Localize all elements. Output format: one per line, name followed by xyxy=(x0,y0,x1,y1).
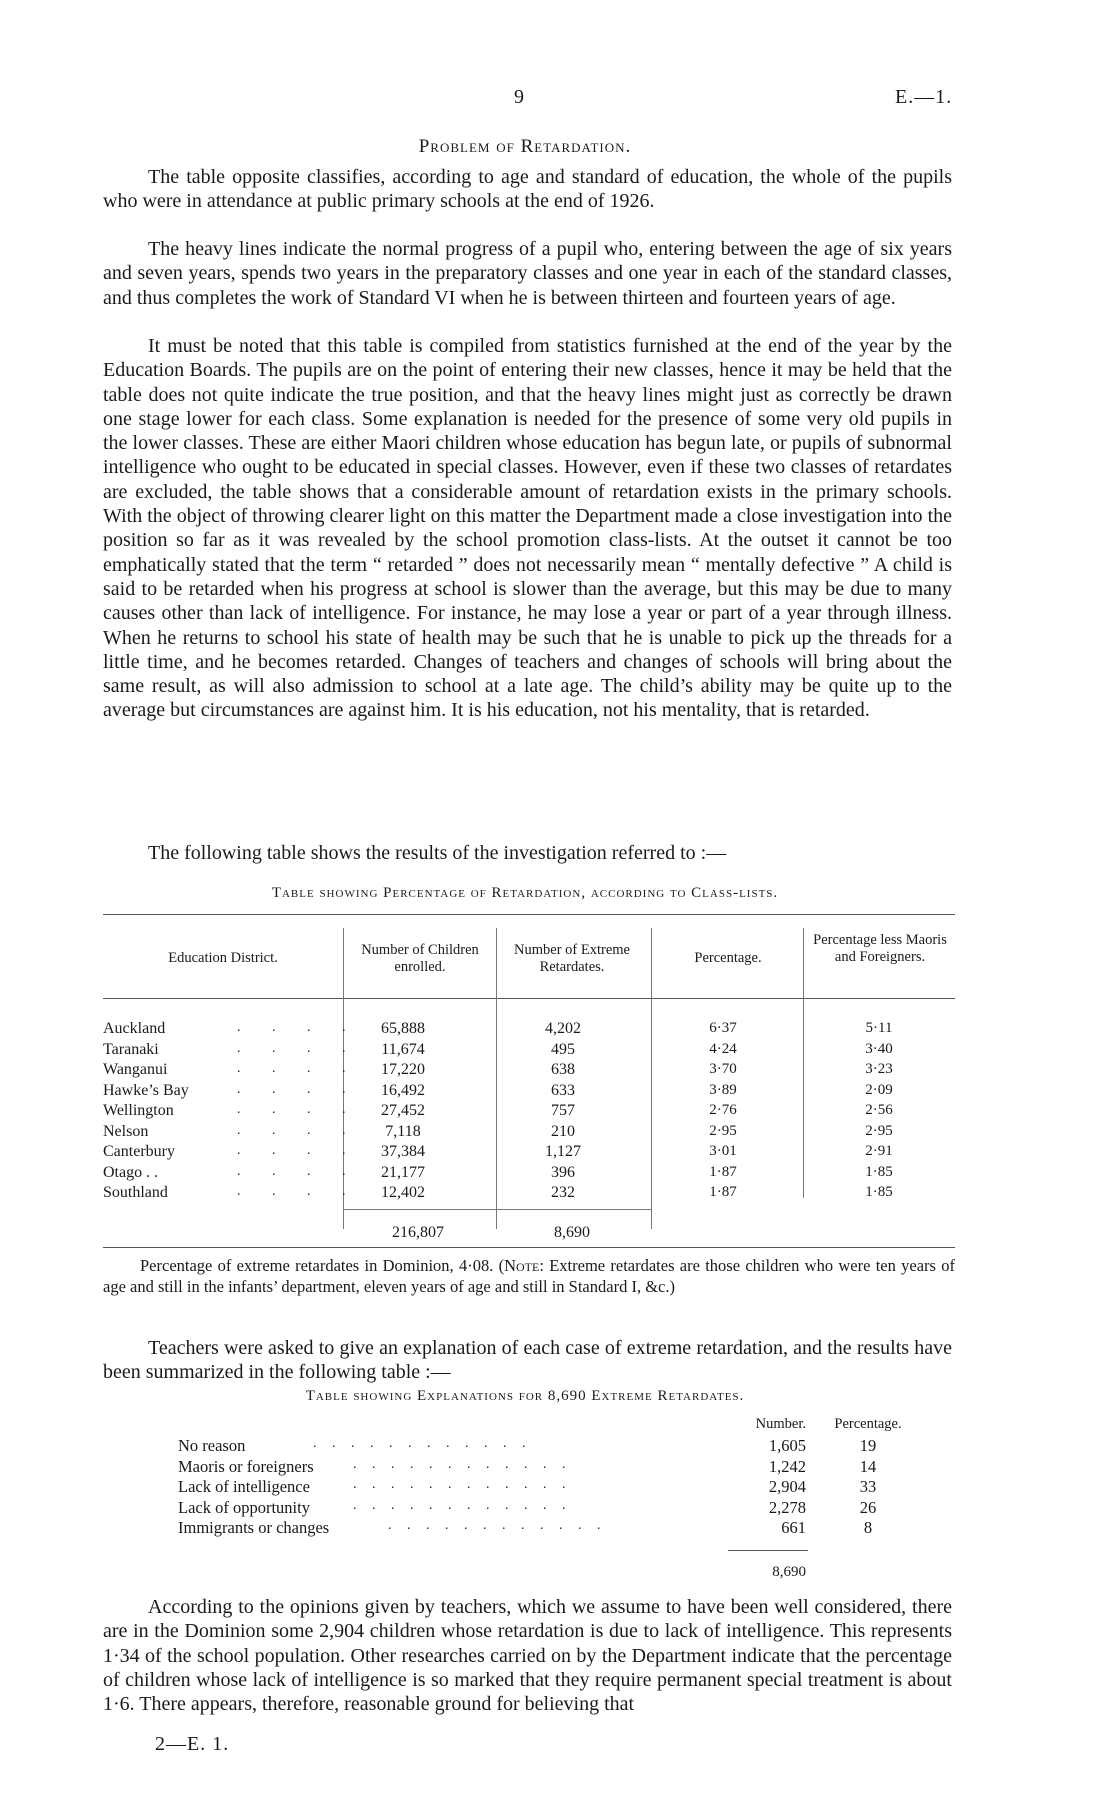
table-row: Otago . . . . . . 21,177 396 1·87 1·85 xyxy=(103,1163,893,1181)
page-footer: 2—E. 1. xyxy=(155,1733,230,1755)
table1-top-rule xyxy=(103,914,955,915)
paragraph-intro-table2: Teachers were asked to give an explanation of each case of extreme retardation, and the results have been summarized in the following table :— xyxy=(103,1337,952,1384)
table-row: Taranaki . . . . 11,674 495 4·24 3·40 xyxy=(103,1040,893,1058)
paragraph-1: The table opposite classifies, according to age and standard of education, the whole of the pupils who were in attendance at public primary schools at the end of 1926. xyxy=(103,166,952,213)
table1-bottom-rule xyxy=(103,1247,955,1248)
page-number: 9 xyxy=(514,86,524,108)
col-header-enrolled: Number of Children enrolled. xyxy=(361,942,479,975)
note-label: Note xyxy=(504,1256,540,1275)
table-row: Hawke’s Bay . . . . 16,492 633 3·89 2·09 xyxy=(103,1081,893,1099)
table-row: Lack of opportunity . . . . . . . . . . . . 2,278 26 xyxy=(178,1497,877,1517)
col-header-percentage-less: Percentage less Maoris and Foreigners. xyxy=(813,932,947,965)
table-row: Maoris or foreigners . . . . . . . . . . . . 1,242 14 xyxy=(178,1456,877,1476)
table-row: Auckland . . . . 65,888 4,202 6·37 5·11 xyxy=(103,1020,893,1037)
col-header-district: Education District. xyxy=(168,950,278,966)
table-row: Southland . . . . 12,402 232 1·87 1·85 xyxy=(103,1184,893,1201)
total-enrolled: 216,807 xyxy=(392,1224,444,1241)
retardation-table xyxy=(103,914,955,1248)
table-row: Wellington . . . . 27,452 757 2·76 2·56 xyxy=(103,1102,893,1119)
paragraph-3: It must be noted that this table is compiled from statistics furnished at the end of the year by the Education Boards. The pupils are on the point of entering their new classes, hence it may be held that the table does not quite indicate the true position, and that the heavy lines might just as correctly be drawn one stage lower for each class. Some explanation is needed for the presence of some very old pupils in the lower classes. These are either Maori children whose education has begun late, or pupils of subnormal intelligence who ought to be educated in special classes. However, even if these two classes of retardates are excluded, the table shows that a considerable amount of retardation exists in the primary schools. With the object of throwing clearer light on this matter the Department made a close investigation into the position so far as it was revealed by the school promotion class-lists. At the outset it cannot be too emphatically stated that the term “ retarded ” does not necessarily mean “ mentally defective ” A child is said to be retarded when his progress at school is slower than the average, but this may be due to many causes other than lack of intelligence. For instance, he may lose a year or part of a year through illness. When he returns to school his state of health may be such that he is unable to pick up the threads for a little time, and he becomes retarded. Changes of teachers and changes of schools will bring about the same result, as will also admission to school at a late age. The child’s ability may be quite up to the average but circumstances are against him. It is his education, not his mentality, that is retarded. xyxy=(103,335,952,722)
table-row: Immigrants or changes . . . . . . . . . . . . 661 8 xyxy=(178,1518,873,1537)
paragraph-4: The following table shows the results of the investigation referred to :— xyxy=(148,842,727,864)
table-row: Lack of intelligence . . . . . . . . . . . . 2,904 33 xyxy=(178,1477,877,1496)
table1-caption: Table showing Percentage of Retardation, according to Class-lists. xyxy=(271,885,779,901)
totals-rule xyxy=(343,1209,651,1210)
total-extreme: 8,690 xyxy=(554,1224,590,1241)
col-header-percentage: Percentage. xyxy=(694,950,762,966)
total-rule xyxy=(728,1550,808,1551)
table2-caption: Table showing Explanations for 8,690 Extreme Retardates. xyxy=(305,1388,745,1404)
section-title: Problem of Retardation. xyxy=(418,136,632,157)
table-row: Nelson . . . . 7,118 210 2·95 2·95 xyxy=(103,1122,893,1140)
document-code: E.—1. xyxy=(895,86,953,108)
table-row: Canterbury . . . . 37,384 1,127 3·01 2·91 xyxy=(103,1143,893,1160)
col-header-number: Number. xyxy=(755,1416,806,1432)
explanations-table xyxy=(178,1412,918,1582)
col-header-percentage: Percentage. xyxy=(834,1416,902,1432)
table-row: No reason . . . . . . . . . . . . 1,605 19 xyxy=(178,1436,877,1455)
table2-total: 8,690 xyxy=(772,1564,806,1580)
paragraph-2: The heavy lines indicate the normal progress of a pupil who, entering between the age of six years and seven years, spends two years in the preparatory classes and one year in each of the standard classes, and thus completes the work of Standard VI when he is between thirteen and fourteen years of age. xyxy=(103,238,952,309)
table-row: Wanganui . . . . 17,220 638 3·70 3·23 xyxy=(103,1061,893,1078)
closing-paragraph: According to the opinions given by teachers, which we assume to have been well considered, there are in the Dominion some 2,904 children whose retardation is due to lack of intelligence. This represents 1·34 of the school population. Other researches carried on by the Department indicate that the percentage of children whose lack of intelligence is so marked that they require permanent special treatment is about 1·6. There appears, therefore, reasonable ground for believing that xyxy=(103,1596,952,1716)
table1-note: Percentage of extreme retardates in Dominion, 4·08. (Note: Extreme retardates are those children who were ten years of age and still in the infants’ department, eleven years of age and still in Standard I, &c.) xyxy=(103,1256,955,1296)
table1-header-rule xyxy=(103,998,955,999)
col-header-extreme: Number of Extreme Retardates. xyxy=(514,942,630,975)
